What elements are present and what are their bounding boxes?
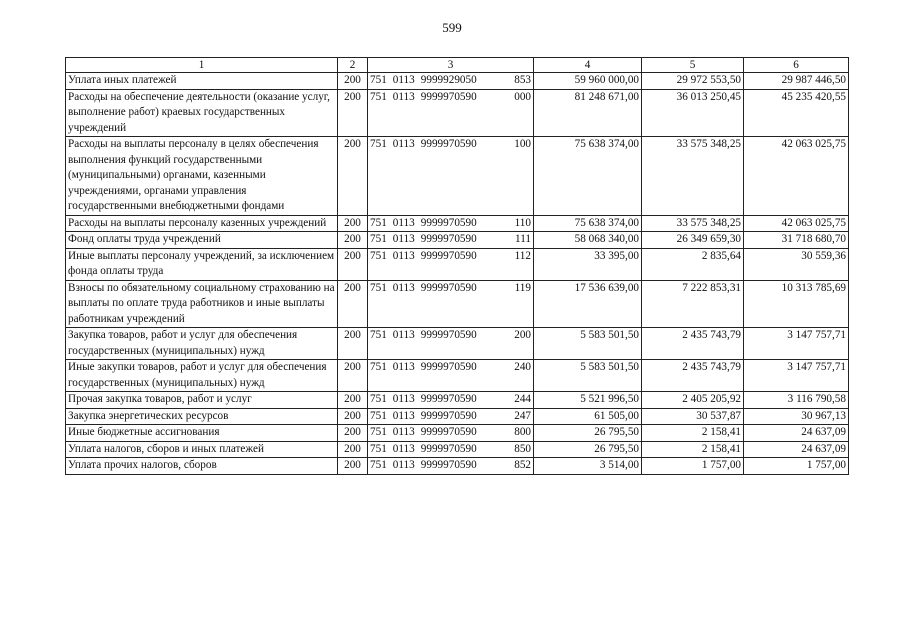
code-csr: 9999970590 xyxy=(420,442,477,455)
row-code xyxy=(368,89,534,137)
row-grbs: 200 xyxy=(338,360,368,392)
row-grbs: 200 xyxy=(338,441,368,458)
code-ved: 751 xyxy=(370,426,387,438)
row-grbs: 200 xyxy=(338,137,368,216)
row-col-6: 30 559,36 xyxy=(744,248,849,280)
row-grbs: 200 xyxy=(338,73,368,90)
row-code xyxy=(368,73,534,90)
code-vr: 100 xyxy=(514,138,531,150)
row-col-6: 24 637,09 xyxy=(744,441,849,458)
row-col-4: 58 068 340,00 xyxy=(534,232,642,249)
code-ved: 751 xyxy=(370,90,387,103)
row-code xyxy=(368,248,534,280)
row-name: Фонд оплаты труда учреждений xyxy=(66,232,338,249)
table-row xyxy=(66,360,849,392)
row-code xyxy=(368,360,534,392)
row-col-4: 75 638 374,00 xyxy=(534,215,642,232)
row-col-4: 81 248 671,00 xyxy=(534,89,642,137)
row-col-5: 33 575 348,25 xyxy=(642,137,744,216)
row-col-6: 30 967,13 xyxy=(744,408,849,425)
row-col-4: 17 536 639,00 xyxy=(534,280,642,328)
code-razdel: 0113 xyxy=(392,281,415,294)
row-col-6: 1 757,00 xyxy=(744,458,849,475)
table-row xyxy=(66,441,849,458)
row-name: Расходы на выплаты персоналу в целях обеспечения выполнения функций государственными (муниципальными) органами, казенными учреждениями, органами управления государственными внебюджетными фондами xyxy=(66,137,338,216)
row-name: Иные бюджетные ассигнования xyxy=(66,425,338,442)
header-col-5: 5 xyxy=(642,58,744,73)
row-col-6: 31 718 680,70 xyxy=(744,232,849,249)
row-grbs: 200 xyxy=(338,392,368,409)
row-col-4: 26 795,50 xyxy=(534,441,642,458)
row-name: Уплата прочих налогов, сборов xyxy=(66,458,338,475)
row-code xyxy=(368,441,534,458)
row-code xyxy=(368,328,534,360)
row-code xyxy=(368,215,534,232)
row-grbs: 200 xyxy=(338,248,368,280)
row-col-4: 59 960 000,00 xyxy=(534,73,642,90)
row-grbs: 200 xyxy=(338,425,368,442)
code-vr: 111 xyxy=(515,233,531,245)
code-csr: 9999970590 xyxy=(420,426,477,438)
row-code xyxy=(368,280,534,328)
row-col-5: 2 435 743,79 xyxy=(642,328,744,360)
code-razdel: 0113 xyxy=(392,138,415,150)
row-col-5: 30 537,87 xyxy=(642,408,744,425)
code-razdel: 0113 xyxy=(392,442,415,455)
header-col-3: 3 xyxy=(368,58,534,73)
code-ved: 751 xyxy=(370,442,387,455)
code-ved: 751 xyxy=(370,409,387,422)
row-name: Иные закупки товаров, работ и услуг для обеспечения государственных (муниципальных) нужд xyxy=(66,360,338,392)
table-header-row xyxy=(66,58,849,73)
code-ved: 751 xyxy=(370,138,387,150)
code-razdel: 0113 xyxy=(392,329,415,341)
row-name: Уплата налогов, сборов и иных платежей xyxy=(66,441,338,458)
code-vr: 119 xyxy=(514,281,531,294)
code-razdel: 0113 xyxy=(392,249,415,262)
code-vr: 112 xyxy=(514,249,531,262)
code-ved: 751 xyxy=(370,233,387,245)
row-name: Уплата иных платежей xyxy=(66,73,338,90)
row-col-4: 5 583 501,50 xyxy=(534,360,642,392)
row-grbs: 200 xyxy=(338,232,368,249)
row-name: Расходы на выплаты персоналу казенных учреждений xyxy=(66,215,338,232)
table-row xyxy=(66,408,849,425)
header-col-6: 6 xyxy=(744,58,849,73)
code-razdel: 0113 xyxy=(392,393,415,405)
table-row xyxy=(66,248,849,280)
code-csr: 9999970590 xyxy=(420,409,477,422)
code-vr: 110 xyxy=(514,216,531,229)
code-ved: 751 xyxy=(370,361,387,373)
row-col-6: 10 313 785,69 xyxy=(744,280,849,328)
code-razdel: 0113 xyxy=(392,409,415,422)
row-col-4: 75 638 374,00 xyxy=(534,137,642,216)
code-vr: 240 xyxy=(514,361,531,373)
row-col-5: 26 349 659,30 xyxy=(642,232,744,249)
row-code xyxy=(368,425,534,442)
code-ved: 751 xyxy=(370,329,387,341)
code-ved: 751 xyxy=(370,74,387,86)
page-number: 599 xyxy=(442,20,462,35)
row-col-4: 33 395,00 xyxy=(534,248,642,280)
header-col-2: 2 xyxy=(338,58,368,73)
row-code xyxy=(368,137,534,216)
row-col-5: 2 158,41 xyxy=(642,441,744,458)
row-col-5: 2 835,64 xyxy=(642,248,744,280)
row-grbs: 200 xyxy=(338,280,368,328)
row-col-6: 3 147 757,71 xyxy=(744,328,849,360)
row-code xyxy=(368,408,534,425)
table-row xyxy=(66,425,849,442)
code-ved: 751 xyxy=(370,249,387,262)
row-grbs: 200 xyxy=(338,215,368,232)
code-csr: 9999970590 xyxy=(420,216,477,229)
code-csr: 9999970590 xyxy=(420,233,477,245)
row-col-6: 45 235 420,55 xyxy=(744,89,849,137)
row-grbs: 200 xyxy=(338,458,368,475)
row-code xyxy=(368,392,534,409)
table-row xyxy=(66,215,849,232)
row-col-5: 2 158,41 xyxy=(642,425,744,442)
code-vr: 852 xyxy=(514,459,531,471)
row-name: Иные выплаты персоналу учреждений, за исключением фонда оплаты труда xyxy=(66,248,338,280)
code-csr: 9999970590 xyxy=(420,138,477,150)
row-name: Закупка товаров, работ и услуг для обеспечения государственных (муниципальных) нужд xyxy=(66,328,338,360)
row-col-6: 42 063 025,75 xyxy=(744,137,849,216)
code-razdel: 0113 xyxy=(392,90,415,103)
table-row xyxy=(66,328,849,360)
code-csr: 9999970590 xyxy=(420,329,477,341)
row-col-6: 24 637,09 xyxy=(744,425,849,442)
table-row xyxy=(66,392,849,409)
code-vr: 000 xyxy=(514,90,531,103)
code-vr: 800 xyxy=(514,426,531,438)
row-col-5: 7 222 853,31 xyxy=(642,280,744,328)
code-csr: 9999970590 xyxy=(420,281,477,294)
code-razdel: 0113 xyxy=(392,361,415,373)
table-row xyxy=(66,89,849,137)
row-col-4: 61 505,00 xyxy=(534,408,642,425)
budget-table xyxy=(65,57,849,475)
table-row xyxy=(66,73,849,90)
table-row xyxy=(66,458,849,475)
code-razdel: 0113 xyxy=(392,216,415,229)
code-csr: 9999970590 xyxy=(420,393,477,405)
row-col-4: 5 583 501,50 xyxy=(534,328,642,360)
code-csr: 9999970590 xyxy=(420,459,477,471)
row-name: Закупка энергетических ресурсов xyxy=(66,408,338,425)
row-grbs: 200 xyxy=(338,89,368,137)
row-name: Взносы по обязательному социальному страхованию на выплаты по оплате труда работников и иные выплаты работникам учреждений xyxy=(66,280,338,328)
code-vr: 247 xyxy=(514,409,531,422)
code-csr: 9999970590 xyxy=(420,90,477,103)
table-row xyxy=(66,137,849,216)
header-col-1: 1 xyxy=(66,58,338,73)
code-csr: 9999970590 xyxy=(420,249,477,262)
row-col-4: 3 514,00 xyxy=(534,458,642,475)
row-col-6: 42 063 025,75 xyxy=(744,215,849,232)
code-ved: 751 xyxy=(370,459,387,471)
code-vr: 200 xyxy=(514,329,531,341)
row-col-6: 3 116 790,58 xyxy=(744,392,849,409)
row-code xyxy=(368,458,534,475)
header-col-4: 4 xyxy=(534,58,642,73)
row-code xyxy=(368,232,534,249)
code-csr: 9999970590 xyxy=(420,361,477,373)
code-razdel: 0113 xyxy=(392,233,415,245)
table-row xyxy=(66,280,849,328)
code-ved: 751 xyxy=(370,281,387,294)
code-vr: 850 xyxy=(514,442,531,455)
row-name: Прочая закупка товаров, работ и услуг xyxy=(66,392,338,409)
row-grbs: 200 xyxy=(338,408,368,425)
table-row xyxy=(66,232,849,249)
row-col-5: 1 757,00 xyxy=(642,458,744,475)
row-col-6: 3 147 757,71 xyxy=(744,360,849,392)
row-col-4: 5 521 996,50 xyxy=(534,392,642,409)
code-vr: 853 xyxy=(514,74,531,86)
code-razdel: 0113 xyxy=(392,426,415,438)
row-grbs: 200 xyxy=(338,328,368,360)
row-col-5: 29 972 553,50 xyxy=(642,73,744,90)
row-name: Расходы на обеспечение деятельности (оказание услуг, выполнение работ) краевых государственных учреждений xyxy=(66,89,338,137)
row-col-5: 2 405 205,92 xyxy=(642,392,744,409)
code-razdel: 0113 xyxy=(392,74,415,86)
row-col-4: 26 795,50 xyxy=(534,425,642,442)
row-col-5: 33 575 348,25 xyxy=(642,215,744,232)
code-ved: 751 xyxy=(370,393,387,405)
row-col-5: 36 013 250,45 xyxy=(642,89,744,137)
row-col-5: 2 435 743,79 xyxy=(642,360,744,392)
code-razdel: 0113 xyxy=(392,459,415,471)
row-col-6: 29 987 446,50 xyxy=(744,73,849,90)
code-csr: 9999929050 xyxy=(420,74,477,86)
code-vr: 244 xyxy=(514,393,531,405)
code-ved: 751 xyxy=(370,216,387,229)
